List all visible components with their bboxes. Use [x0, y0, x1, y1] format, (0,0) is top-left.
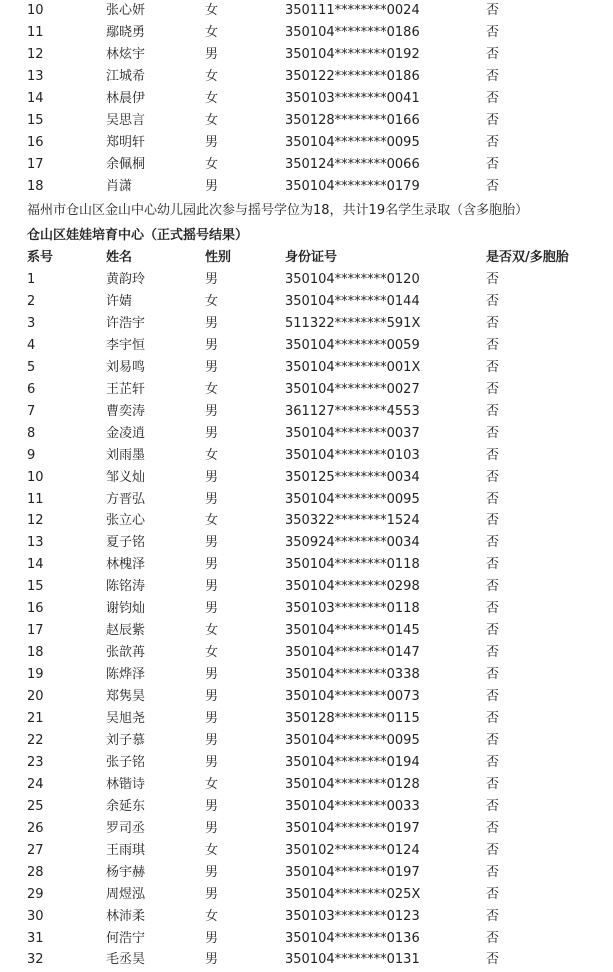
row-id: 350104********0298 — [285, 579, 420, 595]
row-id: 350103********0118 — [285, 601, 420, 617]
row-id: 350104********0179 — [285, 179, 420, 194]
row-twins: 否 — [486, 820, 500, 836]
table-row — [0, 730, 613, 752]
row-name: 刘子慕 — [106, 732, 146, 748]
row-gender: 男 — [205, 315, 219, 331]
row-gender: 男 — [205, 425, 219, 441]
row-number: 11 — [27, 25, 44, 40]
row-gender: 女 — [205, 293, 219, 309]
row-id: 350104********0194 — [285, 754, 420, 770]
row-id: 350104********0095 — [285, 135, 420, 150]
row-twins: 否 — [486, 645, 500, 661]
row-name: 余延东 — [106, 798, 146, 814]
row-id: 350128********0115 — [285, 711, 420, 726]
row-name: 林晨伊 — [106, 91, 146, 106]
row-gender: 男 — [205, 864, 219, 880]
header-twins: 是否双/多胞胎 — [486, 250, 569, 265]
row-id: 350104********0059 — [285, 337, 420, 353]
row-id: 350103********0041 — [285, 91, 420, 106]
row-id: 350128********0166 — [285, 113, 420, 128]
row-number: 32 — [27, 952, 44, 968]
row-gender: 女 — [205, 381, 219, 397]
row-name: 林锴诗 — [106, 776, 146, 792]
row-number: 16 — [27, 135, 44, 150]
row-id: 350125********0034 — [285, 469, 420, 485]
row-name: 邹义灿 — [106, 469, 146, 485]
row-twins: 否 — [486, 135, 500, 150]
row-twins: 否 — [486, 469, 500, 485]
row-name: 许浩宇 — [106, 315, 146, 331]
row-name: 王芷轩 — [106, 381, 146, 397]
row-number: 27 — [27, 842, 44, 858]
row-name: 江城希 — [106, 69, 146, 84]
row-gender: 男 — [205, 689, 219, 705]
row-gender: 男 — [205, 798, 219, 814]
table-row — [0, 532, 613, 554]
row-name: 张歆苒 — [106, 645, 146, 661]
row-twins: 否 — [486, 952, 500, 968]
row-id: 350104********0197 — [285, 820, 420, 836]
header-name: 姓名 — [106, 250, 133, 265]
row-number: 2 — [27, 293, 36, 309]
row-gender: 男 — [205, 47, 219, 62]
table-row — [0, 269, 613, 291]
row-number: 16 — [27, 601, 44, 617]
row-gender: 女 — [205, 3, 219, 18]
row-number: 21 — [27, 711, 44, 726]
row-gender: 男 — [205, 930, 219, 946]
row-number: 9 — [27, 447, 36, 463]
row-number: 23 — [27, 754, 44, 770]
header-gender: 性别 — [205, 250, 232, 265]
row-number: 30 — [27, 908, 44, 924]
row-twins: 否 — [486, 711, 500, 726]
table-row — [0, 818, 613, 840]
table-row — [0, 620, 613, 642]
table-row — [0, 313, 613, 335]
row-number: 28 — [27, 864, 44, 880]
row-id: 350104********025X — [285, 886, 421, 902]
row-number: 15 — [27, 113, 44, 128]
row-id: 350104********0131 — [285, 952, 420, 968]
row-gender: 男 — [205, 601, 219, 617]
row-id: 350104********0033 — [285, 798, 420, 814]
table-row — [0, 379, 613, 401]
row-number: 6 — [27, 381, 36, 397]
row-id: 350104********0095 — [285, 732, 420, 748]
row-id: 350104********0073 — [285, 689, 420, 705]
row-number: 1 — [27, 272, 36, 287]
row-number: 14 — [27, 91, 44, 106]
row-name: 周煜泓 — [106, 886, 146, 902]
row-id: 350104********0095 — [285, 491, 420, 507]
row-gender: 男 — [205, 337, 219, 353]
row-gender: 男 — [205, 754, 219, 770]
row-gender: 女 — [205, 776, 219, 792]
row-gender: 女 — [205, 447, 219, 463]
row-id: 350924********0034 — [285, 535, 420, 551]
row-number: 8 — [27, 425, 36, 441]
row-number: 4 — [27, 337, 36, 353]
table-row — [0, 489, 613, 511]
row-twins: 否 — [486, 91, 500, 106]
table-row — [0, 576, 613, 598]
row-gender: 男 — [205, 179, 219, 194]
row-name: 曹奕涛 — [106, 403, 146, 419]
row-number: 19 — [27, 667, 44, 683]
row-name: 郑隽昊 — [106, 689, 146, 705]
row-twins: 否 — [486, 798, 500, 814]
row-number: 10 — [27, 469, 44, 485]
row-twins: 否 — [486, 513, 500, 529]
row-id: 350124********0066 — [285, 157, 420, 172]
row-name: 刘雨墨 — [106, 447, 146, 463]
row-twins: 否 — [486, 842, 500, 858]
summary-text: 福州市仓山区金山中心幼儿园此次参与摇号学位为18，共计19名学生录取（含多胞胎） — [27, 203, 529, 218]
table-row — [0, 598, 613, 620]
table-row — [0, 906, 613, 928]
row-name: 郑明轩 — [106, 135, 146, 150]
table-row — [0, 154, 613, 176]
row-gender: 女 — [205, 842, 219, 858]
table-row — [0, 335, 613, 357]
row-number: 11 — [27, 491, 44, 507]
row-gender: 女 — [205, 623, 219, 639]
row-name: 吴思言 — [106, 113, 146, 128]
row-number: 7 — [27, 403, 36, 419]
row-id: 350104********0136 — [285, 930, 420, 946]
row-id: 350104********0128 — [285, 776, 420, 792]
row-id: 350103********0123 — [285, 908, 420, 924]
row-name: 方晋弘 — [106, 491, 146, 507]
row-twins: 否 — [486, 69, 500, 84]
table-row — [0, 357, 613, 379]
row-name: 许婧 — [106, 293, 133, 309]
row-name: 谢钧灿 — [106, 601, 146, 617]
row-name: 金凌逍 — [106, 425, 146, 441]
table-row — [0, 664, 613, 686]
row-twins: 否 — [486, 623, 500, 639]
row-number: 14 — [27, 557, 44, 573]
row-number: 25 — [27, 798, 44, 814]
row-name: 夏子铭 — [106, 535, 146, 551]
table-row — [0, 66, 613, 88]
row-id: 350104********0145 — [285, 623, 420, 639]
row-twins: 否 — [486, 113, 500, 128]
row-number: 3 — [27, 315, 36, 331]
row-gender: 男 — [205, 403, 219, 419]
row-name: 毛丞昊 — [106, 952, 146, 968]
row-number: 13 — [27, 69, 44, 84]
header-id: 身份证号 — [285, 250, 338, 265]
row-number: 17 — [27, 157, 44, 172]
row-id: 350104********0186 — [285, 25, 420, 40]
table-row — [0, 176, 613, 198]
row-twins: 否 — [486, 157, 500, 172]
table-row — [0, 110, 613, 132]
row-twins: 否 — [486, 403, 500, 419]
row-gender: 男 — [205, 732, 219, 748]
row-id: 350322********1524 — [285, 513, 420, 529]
row-gender: 男 — [205, 557, 219, 573]
row-name: 吴旭尧 — [106, 711, 146, 726]
row-gender: 女 — [205, 25, 219, 40]
row-id: 350104********0147 — [285, 645, 420, 661]
row-gender: 男 — [205, 667, 219, 683]
row-twins: 否 — [486, 25, 500, 40]
row-id: 350104********0144 — [285, 293, 420, 309]
table-row — [0, 132, 613, 154]
row-twins: 否 — [486, 3, 500, 18]
row-twins: 否 — [486, 732, 500, 748]
row-id: 350104********0192 — [285, 47, 420, 62]
row-name: 何浩宁 — [106, 930, 146, 946]
table-row — [0, 642, 613, 664]
table-row — [0, 796, 613, 818]
row-name: 杨宇赫 — [106, 864, 146, 880]
table-row — [0, 423, 613, 445]
row-name: 张立心 — [106, 513, 146, 529]
row-name: 黄韵玲 — [106, 272, 146, 287]
row-id: 350102********0124 — [285, 842, 420, 858]
row-id: 350104********0103 — [285, 447, 420, 463]
row-twins: 否 — [486, 754, 500, 770]
row-twins: 否 — [486, 293, 500, 309]
row-name: 刘易鸣 — [106, 359, 146, 375]
table-row — [0, 510, 613, 532]
table-row — [0, 949, 613, 971]
row-name: 林炫宇 — [106, 47, 146, 62]
row-id: 350104********0027 — [285, 381, 420, 397]
row-gender: 女 — [205, 113, 219, 128]
table-row — [0, 686, 613, 708]
row-gender: 男 — [205, 820, 219, 836]
row-number: 13 — [27, 535, 44, 551]
row-twins: 否 — [486, 864, 500, 880]
row-twins: 否 — [486, 425, 500, 441]
table-row — [0, 554, 613, 576]
row-id: 350104********0338 — [285, 667, 420, 683]
row-number: 26 — [27, 820, 44, 836]
row-name: 鄢晓勇 — [106, 25, 146, 40]
row-number: 15 — [27, 579, 44, 595]
table-row — [0, 291, 613, 313]
row-gender: 男 — [205, 886, 219, 902]
row-gender: 女 — [205, 69, 219, 84]
row-name: 张心妍 — [106, 3, 146, 18]
table-row — [0, 862, 613, 884]
row-id: 511322********591X — [285, 315, 421, 331]
section-2-title: 仓山区娃娃培育中心（正式摇号结果） — [27, 228, 249, 243]
row-twins: 否 — [486, 47, 500, 62]
table-row — [0, 884, 613, 906]
row-twins: 否 — [486, 381, 500, 397]
row-gender: 女 — [205, 645, 219, 661]
row-id: 361127********4553 — [285, 403, 420, 419]
row-twins: 否 — [486, 776, 500, 792]
row-gender: 女 — [205, 908, 219, 924]
row-number: 10 — [27, 3, 44, 18]
row-twins: 否 — [486, 557, 500, 573]
row-twins: 否 — [486, 908, 500, 924]
table-row — [0, 928, 613, 950]
row-twins: 否 — [486, 179, 500, 194]
row-number: 29 — [27, 886, 44, 902]
row-name: 张子铭 — [106, 754, 146, 770]
row-gender: 男 — [205, 469, 219, 485]
row-name: 陈铭涛 — [106, 579, 146, 595]
row-name: 罗司丞 — [106, 820, 146, 836]
row-number: 31 — [27, 930, 44, 946]
row-twins: 否 — [486, 930, 500, 946]
table-row — [0, 774, 613, 796]
table-header — [0, 247, 613, 269]
row-twins: 否 — [486, 579, 500, 595]
row-twins: 否 — [486, 601, 500, 617]
row-twins: 否 — [486, 667, 500, 683]
row-name: 李宇恒 — [106, 337, 146, 353]
row-gender: 男 — [205, 579, 219, 595]
row-name: 王雨琪 — [106, 842, 146, 858]
row-id: 350122********0186 — [285, 69, 420, 84]
row-twins: 否 — [486, 535, 500, 551]
table-row — [0, 708, 613, 730]
row-number: 12 — [27, 513, 44, 529]
row-number: 5 — [27, 359, 36, 375]
row-twins: 否 — [486, 447, 500, 463]
row-gender: 男 — [205, 272, 219, 287]
table-row — [0, 88, 613, 110]
row-twins: 否 — [486, 272, 500, 287]
row-number: 22 — [27, 732, 44, 748]
row-gender: 男 — [205, 535, 219, 551]
row-name: 余佩桐 — [106, 157, 146, 172]
row-id: 350104********0197 — [285, 864, 420, 880]
row-id: 350104********0118 — [285, 557, 420, 573]
row-twins: 否 — [486, 886, 500, 902]
row-name: 林沛柔 — [106, 908, 146, 924]
row-gender: 女 — [205, 157, 219, 172]
row-number: 12 — [27, 47, 44, 62]
row-number: 17 — [27, 623, 44, 639]
table-row — [0, 467, 613, 489]
table-row — [0, 401, 613, 423]
row-twins: 否 — [486, 359, 500, 375]
row-name: 陈烨泽 — [106, 667, 146, 683]
row-id: 350111********0024 — [285, 3, 420, 18]
header-number: 系号 — [27, 250, 54, 265]
table-row — [0, 840, 613, 862]
table-row — [0, 752, 613, 774]
row-gender: 男 — [205, 491, 219, 507]
row-gender: 男 — [205, 711, 219, 726]
row-twins: 否 — [486, 491, 500, 507]
table-row — [0, 445, 613, 467]
row-twins: 否 — [486, 337, 500, 353]
row-id: 350104********0120 — [285, 272, 420, 287]
row-number: 18 — [27, 645, 44, 661]
row-number: 18 — [27, 179, 44, 194]
row-twins: 否 — [486, 315, 500, 331]
table-row — [0, 44, 613, 66]
table-row — [0, 0, 613, 22]
row-name: 肖潇 — [106, 179, 133, 194]
row-name: 赵辰紫 — [106, 623, 146, 639]
row-twins: 否 — [486, 689, 500, 705]
row-gender: 男 — [205, 952, 219, 968]
row-gender: 女 — [205, 513, 219, 529]
row-id: 350104********0037 — [285, 425, 420, 441]
row-gender: 男 — [205, 359, 219, 375]
row-name: 林槐泽 — [106, 557, 146, 573]
row-gender: 女 — [205, 91, 219, 106]
row-gender: 男 — [205, 135, 219, 150]
row-number: 20 — [27, 689, 44, 705]
row-id: 350104********001X — [285, 359, 421, 375]
row-number: 24 — [27, 776, 44, 792]
table-row — [0, 22, 613, 44]
